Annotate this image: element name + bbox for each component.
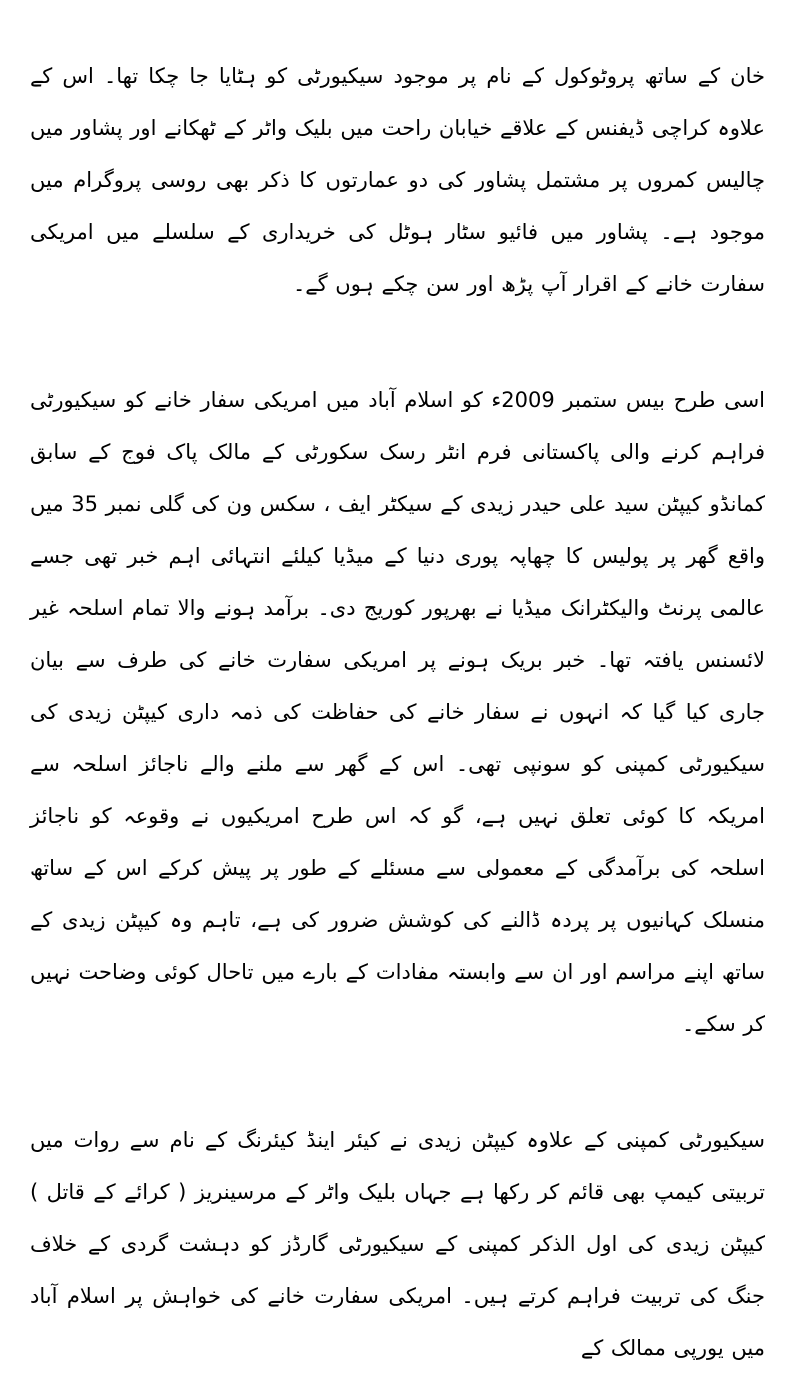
document-body bbox=[30, 50, 765, 1374]
paragraph-2: اسی طرح بیس ستمبر 2009ء کو اسلام آباد میں امریکی سفار خانے کو سیکیورٹی فراہم کرنے والی پاکستانی فرم انٹر رسک سکورٹی کے مالک پاک فوج کے سابق کمانڈو کیپٹن سید علی حیدر زیدی کے سیکٹر ایف ، سکس ون کی گلی نمبر 35 میں واقع گھر پر پولیس کا چھاپہ پوری دنیا کے میڈیا کیلئے انتہائی اہم خبر تھی جسے عالمی پرنٹ والیکٹرانک میڈیا نے بھرپور کوریج دی۔ برآمد ہونے والا تمام اسلحہ غیر لائسنس یافتہ تھا۔ خبر بریک ہونے پر امریکی سفارت خانے کی طرف سے بیان جاری کیا گیا کہ انہوں نے سفار خانے کی حفاظت کی ذمہ داری کیپٹن زیدی کی سیکیورٹی کمپنی کو سونپی تھی۔ اس کے گھر سے ملنے والے ناجائز اسلحہ سے امریکہ کا کوئی تعلق نہیں ہے، گو کہ اس طرح امریکیوں نے وقوعہ کو ناجائز اسلحہ کی برآمدگی کے معمولی سے مسئلے کے طور پر پیش کرکے اس کے ساتھ منسلک کہانیوں پر پردہ ڈالنے کی کوشش ضرور کی ہے، تاہم وہ کیپٹن زیدی کے ساتھ اپنے مراسم اور ان سے وابستہ مفادات کے بارے میں تاحال کوئی وضاحت نہیں کر سکے۔ bbox=[30, 388, 766, 1036]
paragraph-3: سیکیورٹی کمپنی کے علاوہ کیپٹن زیدی نے کیئر اینڈ کیئرنگ کے نام سے روات میں تربیتی کیمپ بھی قائم کر رکھا ہے جہاں بلیک واٹر کے مرسینریز ( کرائے کے قاتل ) کیپٹن زیدی کی اول الذکر کمپنی کے سیکیورٹی گارڈز کو دہشت گردی کے خلاف جنگ کی تربیت فراہم کرتے ہیں۔ امریکی سفارت خانے کی خواہش پر اسلام آباد میں یورپی ممالک کے bbox=[30, 1128, 765, 1360]
paragraph-1: خان کے ساتھ پروٹوکول کے نام پر موجود سیکیورٹی کو ہٹایا جا چکا تھا۔ اس کے علاوہ کراچی ڈیفنس کے علاقے خیابان راحت میں بلیک واٹر کے ٹھکانے اور پشاور میں چالیس کمروں پر مشتمل پشاور کی دو عمارتوں کا ذکر بھی روسی پروگرام میں موجود ہے۔ پشاور میں فائیو سٹار ہوٹل کی خریداری کے سلسلے میں امریکی سفارت خانے کے اقرار آپ پڑھ اور سن چکے ہوں گے۔ bbox=[30, 64, 765, 296]
